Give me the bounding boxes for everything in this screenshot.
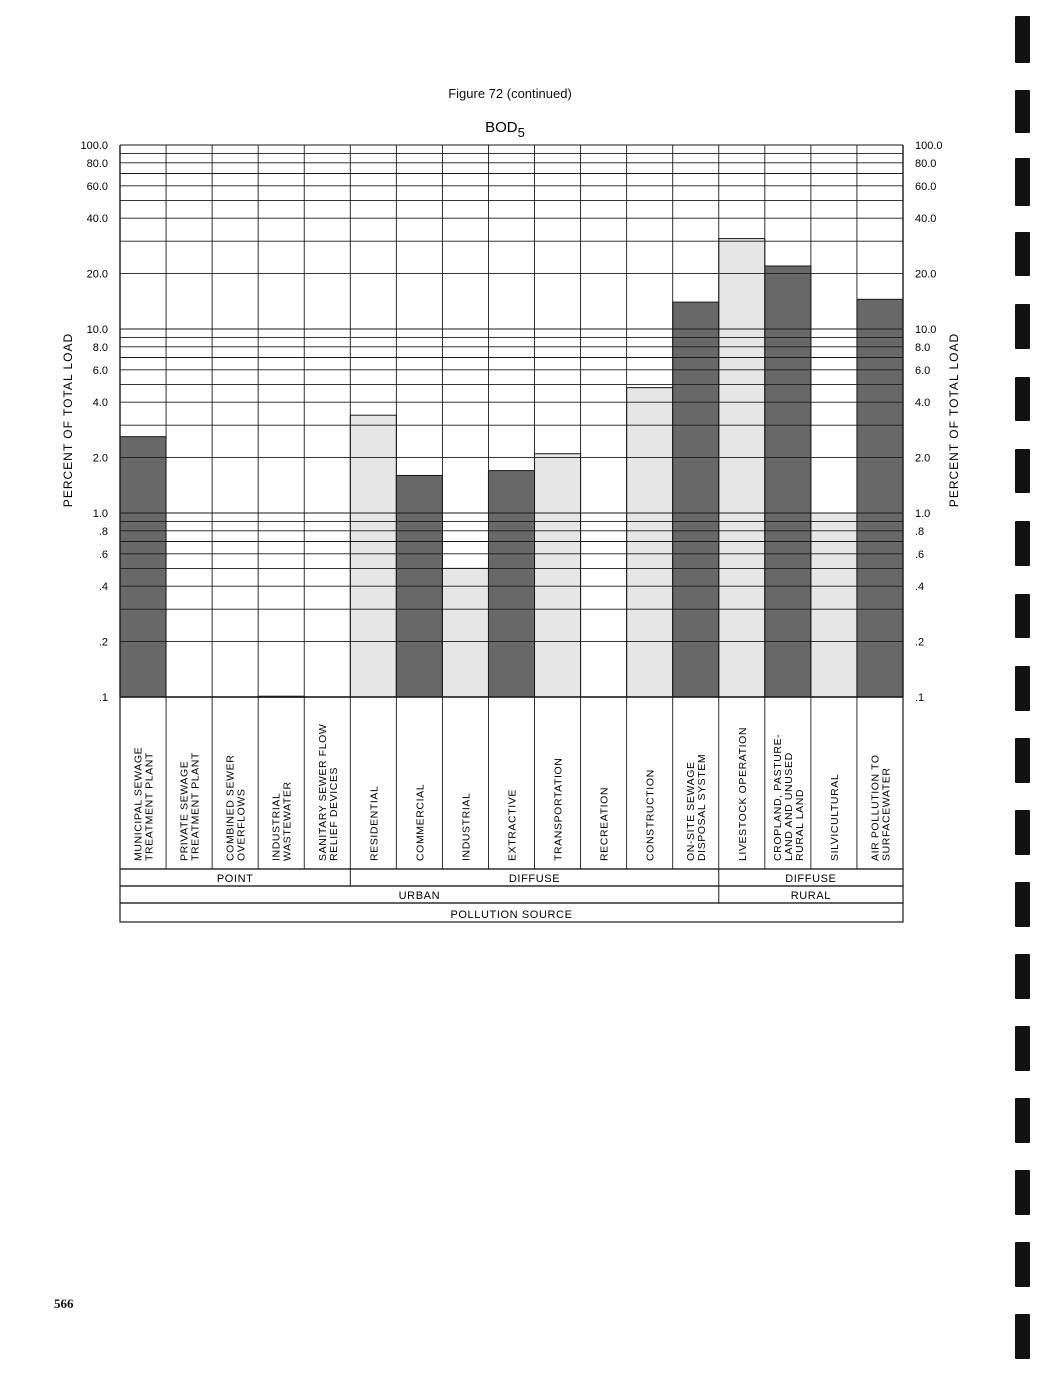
bar <box>535 454 581 697</box>
bar <box>120 437 166 697</box>
binding-mark <box>1015 521 1030 566</box>
y-tick-label-right: 1.0 <box>915 508 931 520</box>
y-tick-label-right: 100.0 <box>915 140 943 152</box>
binding-mark <box>1015 666 1030 711</box>
category-label: SILVICULTURAL <box>828 773 841 861</box>
binding-mark <box>1015 882 1030 927</box>
binding-mark <box>1015 954 1030 999</box>
category-label: TRANSPORTATION <box>552 757 565 861</box>
category-label: MUNICIPAL SEWAGE <box>132 746 145 861</box>
y-tick-label-left: .2 <box>98 636 108 649</box>
y-tick-label-left: 2.0 <box>92 452 108 465</box>
y-tick-label-left: 4.0 <box>92 397 108 410</box>
binding-mark <box>1015 1314 1030 1359</box>
category-label: RESIDENTIAL <box>368 785 381 861</box>
bar <box>627 388 673 697</box>
binding-mark <box>1015 377 1030 421</box>
group-row-frame <box>120 886 903 903</box>
y-tick-label-right: 2.0 <box>915 452 931 465</box>
y-tick-label-left: .4 <box>98 581 108 594</box>
binding-mark <box>1015 304 1030 349</box>
binding-mark <box>1015 1098 1030 1143</box>
category-label: COMBINED SEWER <box>224 754 237 861</box>
y-tick-label-right: 80.0 <box>915 157 937 170</box>
binding-mark <box>1015 232 1030 276</box>
group-label: RURAL <box>790 890 832 902</box>
y-tick-label-right: .2 <box>915 636 925 649</box>
y-tick-label-left: 10.0 <box>86 324 108 336</box>
group-label: DIFFUSE <box>785 873 837 885</box>
bar <box>857 299 903 697</box>
binding-mark <box>1015 158 1030 206</box>
binding-mark <box>1015 1170 1030 1215</box>
binding-mark <box>1015 1242 1030 1287</box>
category-label: SURFACEWATER <box>880 767 893 861</box>
category-label: DISPOSAL SYSTEM <box>696 753 709 861</box>
category-label: RECREATION <box>598 786 611 861</box>
bar <box>442 568 488 697</box>
y-tick-label-left: 100.0 <box>80 140 108 152</box>
y-tick-label-right: 4.0 <box>915 397 931 410</box>
y-tick-label-left: .1 <box>98 692 108 704</box>
y-tick-label-right: 40.0 <box>915 213 937 226</box>
binding-mark <box>1015 594 1030 638</box>
figure-title: Figure 72 (continued) <box>448 86 572 101</box>
category-label: CROPLAND, PASTURE- <box>771 733 784 861</box>
y-tick-label-left: 8.0 <box>92 341 108 354</box>
category-label: TREATMENT PLANT <box>189 752 202 861</box>
y-tick-label-left: .6 <box>98 548 108 561</box>
y-tick-label-left: .8 <box>98 525 108 538</box>
y-axis-label-right: PERCENT OF TOTAL LOAD <box>947 332 961 508</box>
y-tick-label-left: 6.0 <box>92 364 108 377</box>
binding-mark <box>1015 90 1030 133</box>
y-tick-label-left: 20.0 <box>86 268 108 281</box>
category-label: TREATMENT PLANT <box>143 752 156 861</box>
category-label: WASTEWATER <box>281 781 294 861</box>
binding-mark <box>1015 16 1030 63</box>
y-tick-label-right: .4 <box>915 581 925 594</box>
category-label: EXTRACTIVE <box>506 789 519 861</box>
y-tick-label-right: 8.0 <box>915 341 931 354</box>
y-axis-label-left: PERCENT OF TOTAL LOAD <box>61 332 75 508</box>
category-label: LAND AND UNUSED <box>782 752 795 861</box>
category-label: RELIEF DEVICES <box>327 766 340 861</box>
category-label: PRIVATE SEWAGE <box>178 760 191 861</box>
chart-title: BOD5 <box>485 119 525 140</box>
page-number: 566 <box>54 1296 74 1311</box>
category-label: CONSTRUCTION <box>644 769 657 861</box>
category-label: ON-SITE SEWAGE <box>685 761 698 861</box>
group-label: DIFFUSE <box>508 873 561 885</box>
group-label: POINT <box>216 873 254 885</box>
bar <box>673 302 719 697</box>
y-tick-label-left: 80.0 <box>86 157 108 170</box>
bar <box>765 266 811 697</box>
y-tick-label-left: 60.0 <box>86 180 108 193</box>
category-label: SANITARY SEWER FLOW <box>316 723 329 861</box>
category-label: OVERFLOWS <box>235 788 248 861</box>
bar <box>811 513 857 697</box>
y-tick-label-right: 6.0 <box>915 364 931 377</box>
y-tick-label-left: 1.0 <box>92 508 108 520</box>
y-tick-label-right: .8 <box>915 525 925 538</box>
category-label: LIVESTOCK OPERATION <box>736 726 749 861</box>
group-label: POLLUTION SOURCE <box>450 909 573 921</box>
binding-mark <box>1015 738 1030 783</box>
category-label: AIR POLLUTION TO <box>869 754 882 861</box>
category-label: RURAL LAND <box>793 788 806 861</box>
group-label: URBAN <box>398 890 441 902</box>
category-label: INDUSTRIAL <box>460 792 473 861</box>
binding-mark <box>1015 449 1030 493</box>
y-tick-label-right: .6 <box>915 548 925 561</box>
y-tick-label-right: 60.0 <box>915 180 937 193</box>
y-tick-label-left: 40.0 <box>86 213 108 226</box>
binding-mark <box>1015 810 1030 855</box>
y-tick-label-right: 20.0 <box>915 268 937 281</box>
bar <box>488 471 534 697</box>
binding-mark <box>1015 1026 1030 1071</box>
y-tick-label-right: 10.0 <box>915 324 937 336</box>
y-tick-label-right: .1 <box>915 692 925 704</box>
bar <box>719 239 765 697</box>
category-label: INDUSTRIAL <box>270 792 283 861</box>
category-label: COMMERCIAL <box>414 783 427 861</box>
